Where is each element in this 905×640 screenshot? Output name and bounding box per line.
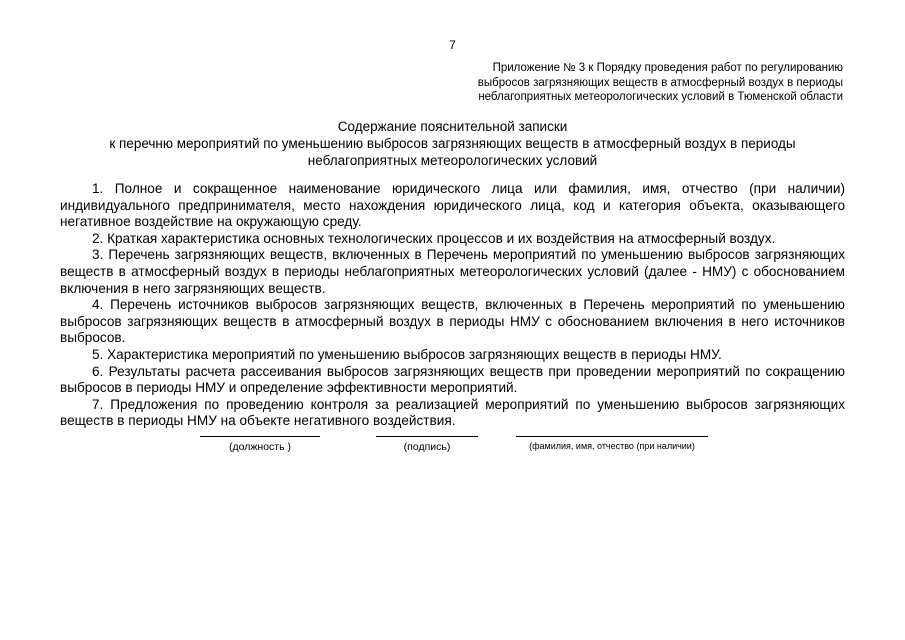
- title-line: неблагоприятных метеорологических условий: [307, 153, 598, 168]
- name-label: (фамилия, имя, отчество (при наличии): [529, 441, 695, 451]
- position-line: [200, 436, 320, 437]
- name-signature-field: [516, 436, 708, 451]
- list-item: 5. Характеристика мероприятий по уменьшению выбросов загрязняющих веществ в периоды НМУ.: [92, 346, 722, 362]
- contents-list: [60, 181, 845, 430]
- list-item: 2. Краткая характеристика основных технологических процессов и их воздействия на атмосферный воздух.: [92, 230, 776, 246]
- title-line: к перечню мероприятий по уменьшению выбросов загрязняющих веществ в атмосферный воздух в периоды: [109, 136, 796, 151]
- appendix-note: [423, 61, 843, 105]
- page-number: 7: [449, 38, 456, 52]
- appendix-line: неблагоприятных метеорологических условий в Тюменской области: [478, 91, 843, 103]
- position-label: (должность ): [229, 441, 291, 453]
- name-line: [516, 436, 708, 437]
- list-item: 6. Результаты расчета рассеивания выбросов загрязняющих веществ при проведении мероприятий по сокращению выбросов в периоды НМУ и определение эффективности мероприятий.: [60, 363, 845, 396]
- list-item: 4. Перечень источников выбросов загрязняющих веществ, включенных в Перечень мероприятий по уменьшению выбросов загрязняющих веществ в атмосферный воздух в периоды НМУ с обоснованием включения в него источников выбросов.: [60, 297, 845, 346]
- title-line: Содержание пояснительной записки: [337, 119, 568, 134]
- list-item: 7. Предложения по проведению контроля за реализацией мероприятий по уменьшению выбросов загрязняющих веществ в периоды НМУ на объекте негативного воздействия.: [60, 396, 845, 429]
- document-title: [60, 118, 845, 169]
- position-signature-field: [200, 436, 320, 453]
- list-item: 3. Перечень загрязняющих веществ, включенных в Перечень мероприятий по уменьшению выбросов загрязняющих веществ в атмосферный воздух в периоды неблагоприятных метеорологических условий (далее - НМУ) с обоснованием включения в него загрязняющих веществ.: [60, 247, 845, 296]
- signature-label: (подпись): [403, 441, 451, 453]
- appendix-line: Приложение № 3 к Порядку проведения работ по регулированию: [492, 62, 843, 74]
- appendix-line: выбросов загрязняющих веществ в атмосферный воздух в периоды: [477, 76, 843, 89]
- signature-field: [376, 436, 478, 453]
- list-item: 1. Полное и сокращенное наименование юридического лица или фамилия, имя, отчество (при наличии) индивидуального предпринимателя, место нахождения юридического лица, код и категория объекта, оказывающего негативное воздействие на окружающую среду.: [60, 181, 845, 230]
- signature-line: [376, 436, 478, 437]
